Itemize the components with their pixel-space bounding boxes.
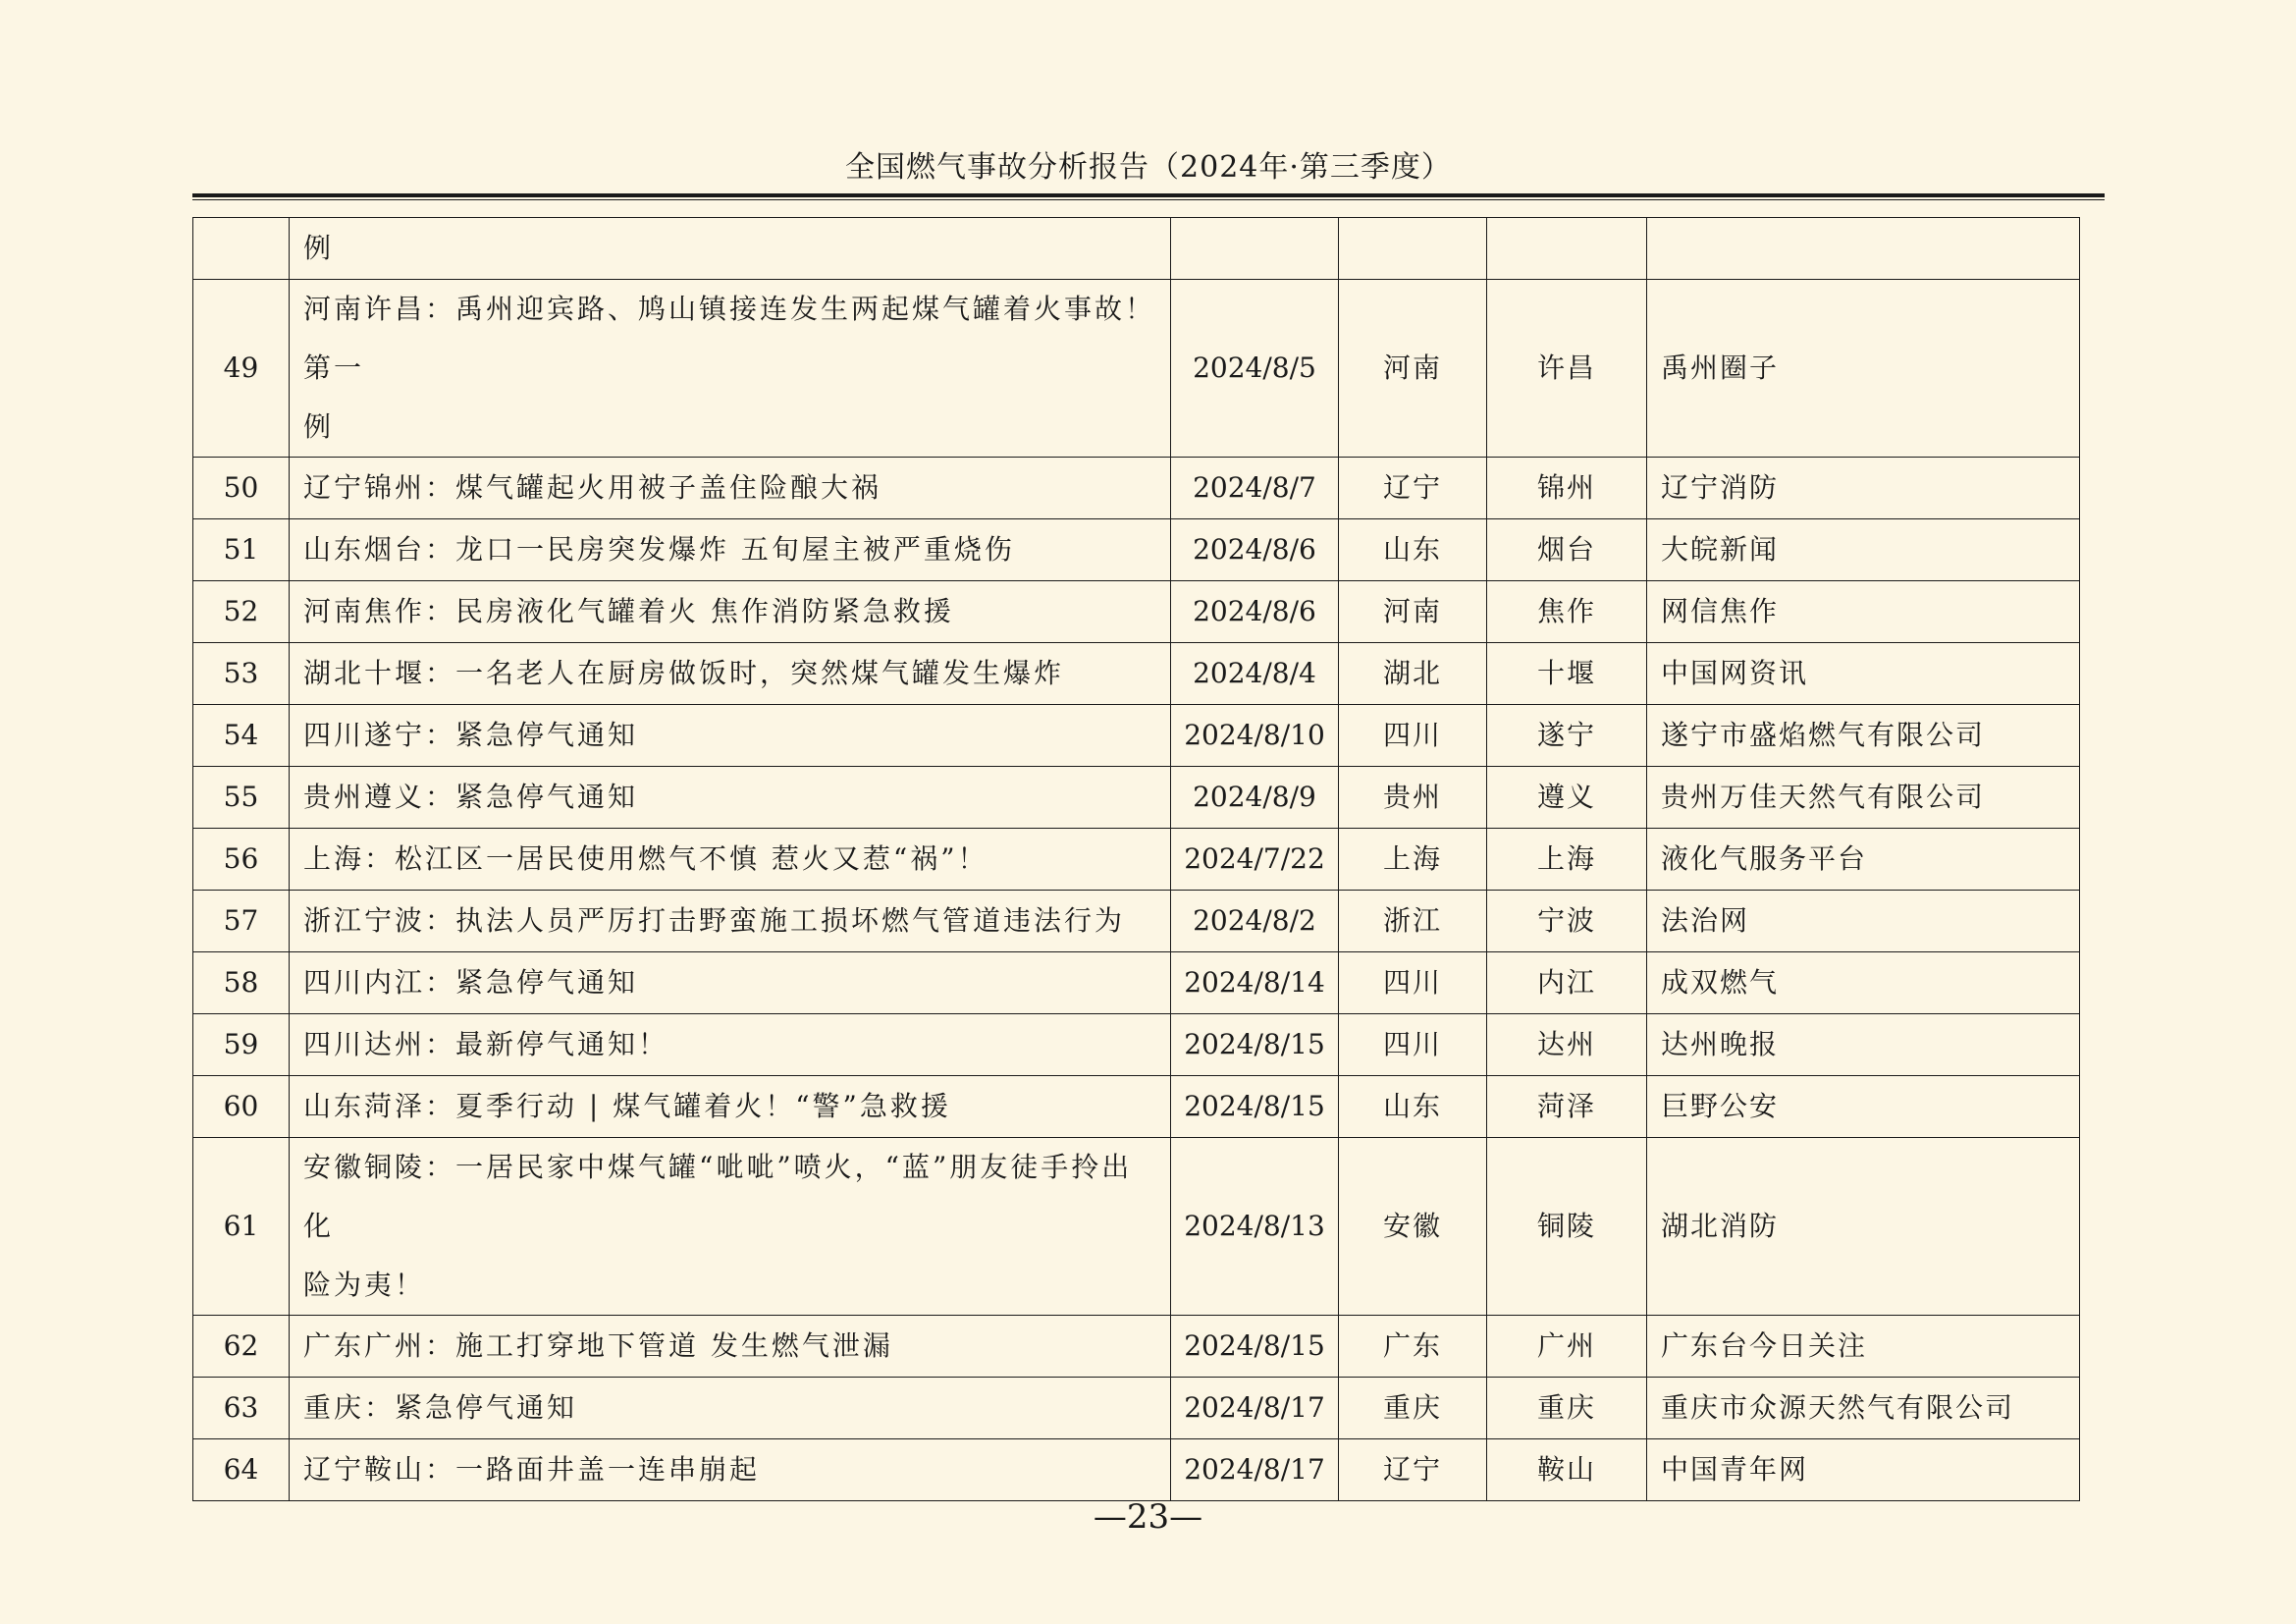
cell-date <box>1171 218 1339 280</box>
cell-no: 56 <box>193 829 290 891</box>
cell-source: 遂宁市盛焰燃气有限公司 <box>1647 705 2080 767</box>
cell-city: 重庆 <box>1487 1378 1647 1439</box>
table-row <box>193 705 2080 767</box>
header-rule-thin <box>192 199 2105 200</box>
cell-date: 2024/8/6 <box>1171 581 1339 643</box>
cell-no: 62 <box>193 1316 290 1378</box>
cell-date: 2024/7/22 <box>1171 829 1339 891</box>
incident-table <box>192 217 2080 1501</box>
cell-source: 大皖新闻 <box>1647 519 2080 581</box>
table-row <box>193 280 2080 458</box>
cell-title: 浙江宁波：执法人员严厉打击野蛮施工损坏燃气管道违法行为 <box>290 891 1171 952</box>
cell-date: 2024/8/17 <box>1171 1378 1339 1439</box>
cell-no: 53 <box>193 643 290 705</box>
cell-city: 上海 <box>1487 829 1647 891</box>
cell-city: 焦作 <box>1487 581 1647 643</box>
cell-city: 内江 <box>1487 952 1647 1014</box>
cell-city: 铜陵 <box>1487 1138 1647 1316</box>
cell-province: 辽宁 <box>1339 1439 1487 1501</box>
cell-no: 52 <box>193 581 290 643</box>
cell-city: 鞍山 <box>1487 1439 1647 1501</box>
cell-province: 四川 <box>1339 952 1487 1014</box>
cell-city: 许昌 <box>1487 280 1647 458</box>
table-row <box>193 643 2080 705</box>
cell-city: 宁波 <box>1487 891 1647 952</box>
cell-province: 贵州 <box>1339 767 1487 829</box>
cell-date: 2024/8/17 <box>1171 1439 1339 1501</box>
cell-source: 达州晚报 <box>1647 1014 2080 1076</box>
cell-city: 十堰 <box>1487 643 1647 705</box>
cell-date: 2024/8/13 <box>1171 1138 1339 1316</box>
page-header-title: 全国燃气事故分析报告（2024年·第三季度） <box>845 150 1452 185</box>
cell-source: 中国青年网 <box>1647 1439 2080 1501</box>
cell-no: 50 <box>193 458 290 519</box>
cell-source: 中国网资讯 <box>1647 643 2080 705</box>
cell-title: 例 <box>290 218 1171 280</box>
table-row <box>193 767 2080 829</box>
table-row <box>193 1439 2080 1501</box>
cell-province: 安徽 <box>1339 1138 1487 1316</box>
cell-no: 51 <box>193 519 290 581</box>
cell-date: 2024/8/4 <box>1171 643 1339 705</box>
cell-source: 重庆市众源天然气有限公司 <box>1647 1378 2080 1439</box>
cell-date: 2024/8/2 <box>1171 891 1339 952</box>
cell-date: 2024/8/9 <box>1171 767 1339 829</box>
cell-title: 辽宁锦州：煤气罐起火用被子盖住险酿大祸 <box>290 458 1171 519</box>
cell-no: 61 <box>193 1138 290 1316</box>
cell-date: 2024/8/15 <box>1171 1316 1339 1378</box>
cell-source: 贵州万佳天然气有限公司 <box>1647 767 2080 829</box>
cell-date: 2024/8/10 <box>1171 705 1339 767</box>
cell-source: 巨野公安 <box>1647 1076 2080 1138</box>
table-row <box>193 581 2080 643</box>
cell-date: 2024/8/6 <box>1171 519 1339 581</box>
cell-source: 液化气服务平台 <box>1647 829 2080 891</box>
cell-province: 重庆 <box>1339 1378 1487 1439</box>
cell-no: 55 <box>193 767 290 829</box>
cell-source <box>1647 218 2080 280</box>
cell-province: 上海 <box>1339 829 1487 891</box>
cell-title-line: 险为夷！ <box>303 1269 426 1301</box>
cell-title: 贵州遵义：紧急停气通知 <box>290 767 1171 829</box>
header-rule-thick <box>192 193 2105 197</box>
cell-city: 遂宁 <box>1487 705 1647 767</box>
cell-title: 河南焦作：民房液化气罐着火 焦作消防紧急救援 <box>290 581 1171 643</box>
cell-date: 2024/8/7 <box>1171 458 1339 519</box>
cell-title: 湖北十堰：一名老人在厨房做饭时，突然煤气罐发生爆炸 <box>290 643 1171 705</box>
cell-source: 广东台今日关注 <box>1647 1316 2080 1378</box>
table-row <box>193 1014 2080 1076</box>
cell-no: 58 <box>193 952 290 1014</box>
cell-province: 四川 <box>1339 705 1487 767</box>
cell-city: 达州 <box>1487 1014 1647 1076</box>
page-number: —23— <box>1093 1497 1203 1537</box>
cell-date: 2024/8/14 <box>1171 952 1339 1014</box>
cell-no: 64 <box>193 1439 290 1501</box>
cell-title: 四川达州：最新停气通知！ <box>290 1014 1171 1076</box>
cell-title-line: 河南许昌：禹州迎宾路、鸠山镇接连发生两起煤气罐着火事故！第一 <box>303 293 1156 384</box>
cell-city: 广州 <box>1487 1316 1647 1378</box>
cell-title: 广东广州：施工打穿地下管道 发生燃气泄漏 <box>290 1316 1171 1378</box>
cell-title: 山东烟台：龙口一民房突发爆炸 五旬屋主被严重烧伤 <box>290 519 1171 581</box>
cell-no: 57 <box>193 891 290 952</box>
cell-city <box>1487 218 1647 280</box>
cell-province: 湖北 <box>1339 643 1487 705</box>
table-row <box>193 829 2080 891</box>
cell-province: 广东 <box>1339 1316 1487 1378</box>
cell-title <box>290 1138 1171 1316</box>
cell-no <box>193 218 290 280</box>
cell-source: 网信焦作 <box>1647 581 2080 643</box>
cell-province: 浙江 <box>1339 891 1487 952</box>
cell-city: 菏泽 <box>1487 1076 1647 1138</box>
cell-title: 四川遂宁：紧急停气通知 <box>290 705 1171 767</box>
cell-city: 锦州 <box>1487 458 1647 519</box>
table-row <box>193 1138 2080 1316</box>
cell-no: 59 <box>193 1014 290 1076</box>
cell-title: 上海：松江区一居民使用燃气不慎 惹火又惹“祸”！ <box>290 829 1171 891</box>
cell-source: 辽宁消防 <box>1647 458 2080 519</box>
cell-title: 山东菏泽：夏季行动 | 煤气罐着火！“警”急救援 <box>290 1076 1171 1138</box>
cell-province <box>1339 218 1487 280</box>
cell-source: 法治网 <box>1647 891 2080 952</box>
cell-title-line: 安徽铜陵：一居民家中煤气罐“呲呲”喷火，“蓝”朋友徒手拎出化 <box>303 1151 1133 1242</box>
cell-no: 54 <box>193 705 290 767</box>
cell-city: 烟台 <box>1487 519 1647 581</box>
cell-source: 成双燃气 <box>1647 952 2080 1014</box>
table-row <box>193 519 2080 581</box>
cell-source: 湖北消防 <box>1647 1138 2080 1316</box>
cell-city: 遵义 <box>1487 767 1647 829</box>
table-row <box>193 891 2080 952</box>
cell-no: 60 <box>193 1076 290 1138</box>
cell-province: 辽宁 <box>1339 458 1487 519</box>
cell-title: 重庆：紧急停气通知 <box>290 1378 1171 1439</box>
cell-title-line: 例 <box>303 410 335 443</box>
cell-title: 辽宁鞍山：一路面井盖一连串崩起 <box>290 1439 1171 1501</box>
cell-province: 河南 <box>1339 280 1487 458</box>
cell-province: 四川 <box>1339 1014 1487 1076</box>
cell-title: 四川内江：紧急停气通知 <box>290 952 1171 1014</box>
cell-date: 2024/8/5 <box>1171 280 1339 458</box>
cell-date: 2024/8/15 <box>1171 1014 1339 1076</box>
cell-date: 2024/8/15 <box>1171 1076 1339 1138</box>
cell-title <box>290 280 1171 458</box>
cell-province: 山东 <box>1339 1076 1487 1138</box>
table-row <box>193 1378 2080 1439</box>
cell-province: 山东 <box>1339 519 1487 581</box>
cell-province: 河南 <box>1339 581 1487 643</box>
table-row <box>193 1316 2080 1378</box>
cell-no: 63 <box>193 1378 290 1439</box>
cell-source: 禹州圈子 <box>1647 280 2080 458</box>
incident-table-body <box>193 218 2080 1501</box>
table-row <box>193 1076 2080 1138</box>
table-row <box>193 458 2080 519</box>
cell-no: 49 <box>193 280 290 458</box>
table-row <box>193 952 2080 1014</box>
table-row-continuation <box>193 218 2080 280</box>
